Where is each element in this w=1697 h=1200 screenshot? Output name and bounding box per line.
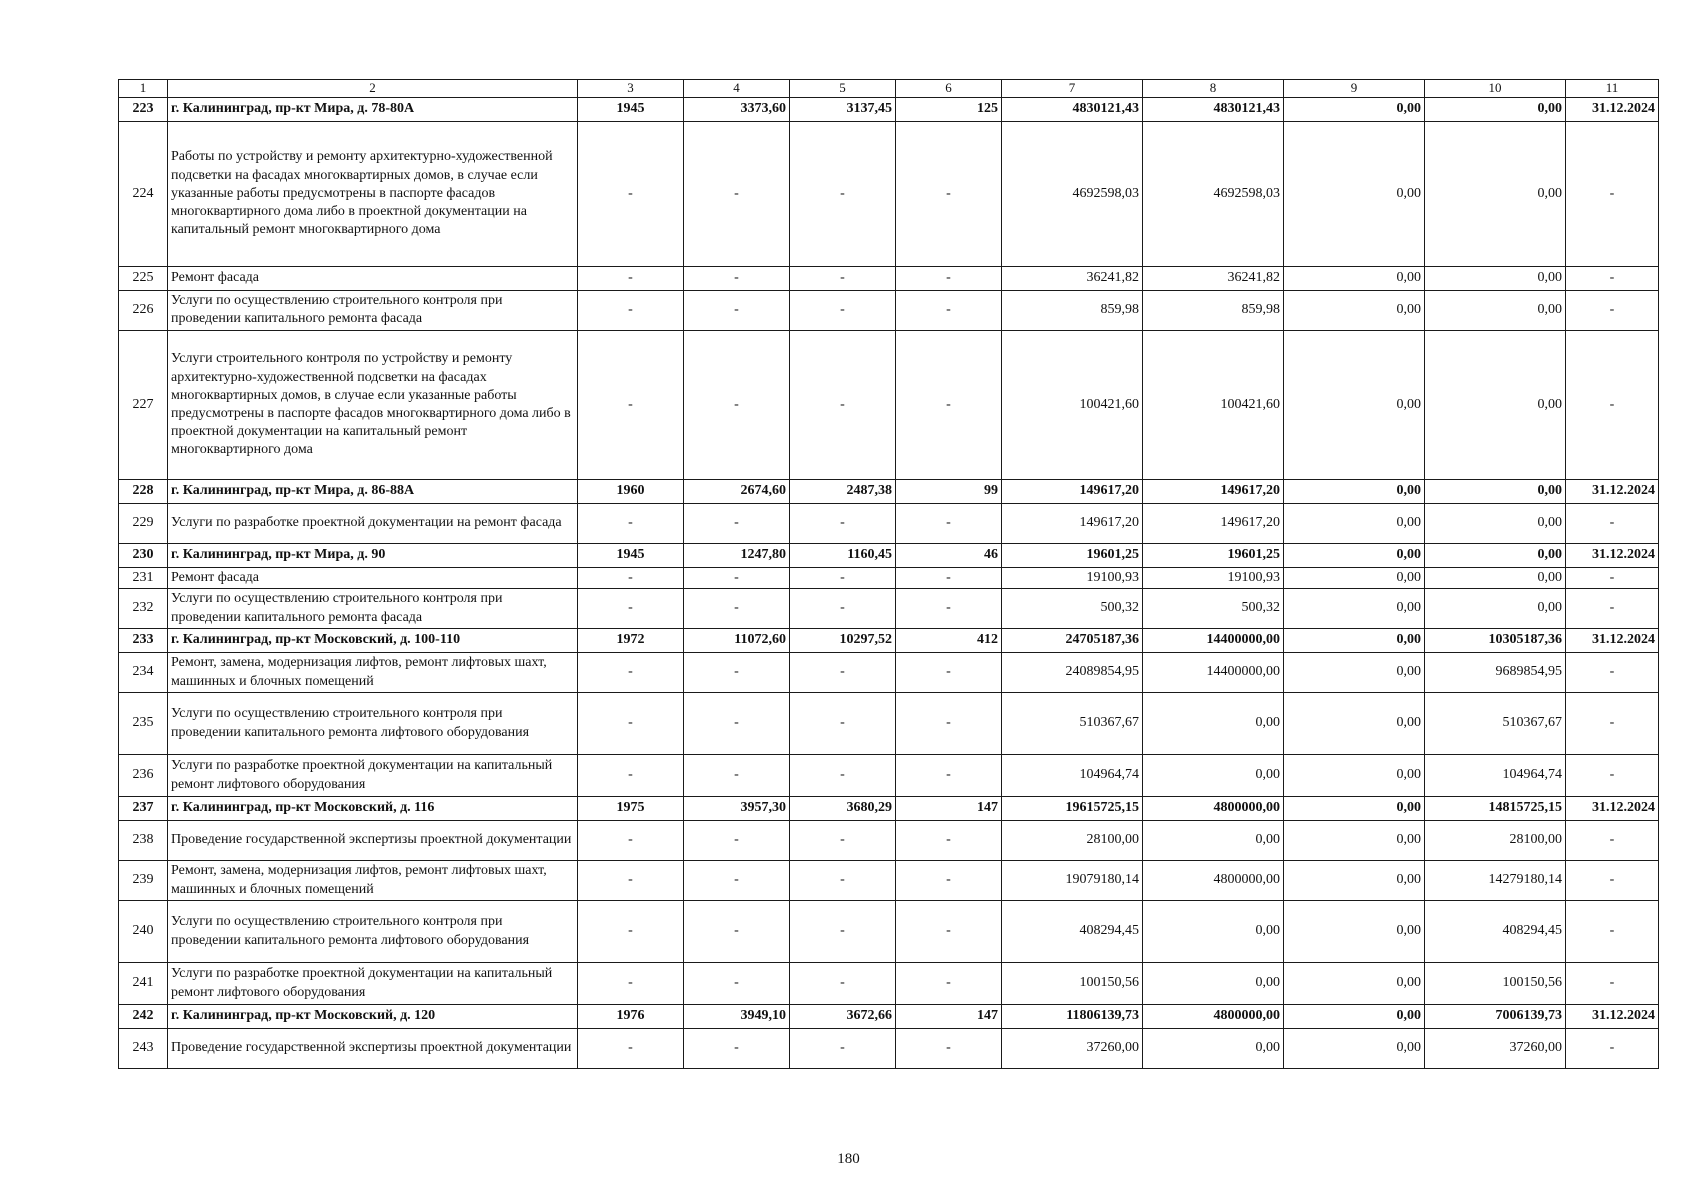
- cost-budget-cell: 0,00: [1284, 543, 1425, 567]
- table-body: [119, 97, 1659, 1068]
- build-year-cell: -: [578, 567, 684, 588]
- cost-owners-cell: 10305187,36: [1425, 629, 1566, 653]
- completion-date-cell: -: [1566, 266, 1659, 290]
- cost-fund-cell: 4800000,00: [1143, 861, 1284, 901]
- work-description-cell: г. Калининград, пр-кт Мира, д. 78-80А: [168, 97, 578, 121]
- work-description-cell: Ремонт, замена, модернизация лифтов, ремонт лифтовых шахт, машинных и блочных помещений: [168, 653, 578, 693]
- total-cost-cell: 4830121,43: [1002, 97, 1143, 121]
- work-row: [119, 755, 1659, 797]
- completion-date-cell: -: [1566, 861, 1659, 901]
- work-description-cell: Ремонт фасада: [168, 266, 578, 290]
- cost-fund-cell: 0,00: [1143, 963, 1284, 1005]
- cost-budget-cell: 0,00: [1284, 1005, 1425, 1029]
- work-row: [119, 266, 1659, 290]
- completion-date-cell: -: [1566, 1029, 1659, 1069]
- completion-date-cell: 31.12.2024: [1566, 97, 1659, 121]
- total-area-cell: 1247,80: [684, 543, 790, 567]
- row-number-cell: 233: [119, 629, 168, 653]
- living-area-cell: -: [790, 330, 896, 479]
- cost-budget-cell: 0,00: [1284, 266, 1425, 290]
- cost-fund-cell: 0,00: [1143, 901, 1284, 963]
- completion-date-cell: -: [1566, 567, 1659, 588]
- total-cost-cell: 19601,25: [1002, 543, 1143, 567]
- total-area-cell: 11072,60: [684, 629, 790, 653]
- build-year-cell: -: [578, 821, 684, 861]
- work-description-cell: Ремонт, замена, модернизация лифтов, ремонт лифтовых шахт, машинных и блочных помещений: [168, 861, 578, 901]
- work-description-cell: Услуги по разработке проектной документации на ремонт фасада: [168, 503, 578, 543]
- cost-budget-cell: 0,00: [1284, 797, 1425, 821]
- total-cost-cell: 104964,74: [1002, 755, 1143, 797]
- total-area-cell: -: [684, 901, 790, 963]
- work-row: [119, 693, 1659, 755]
- work-description-cell: Услуги по осуществлению строительного контроля при проведении капитального ремонта фасада: [168, 290, 578, 330]
- total-cost-cell: 19615725,15: [1002, 797, 1143, 821]
- cost-fund-cell: 149617,20: [1143, 503, 1284, 543]
- residents-cell: -: [896, 121, 1002, 266]
- work-row: [119, 861, 1659, 901]
- work-row: [119, 821, 1659, 861]
- completion-date-cell: -: [1566, 503, 1659, 543]
- total-cost-cell: 100150,56: [1002, 963, 1143, 1005]
- column-header: 6: [896, 80, 1002, 98]
- build-year-cell: -: [578, 503, 684, 543]
- total-area-cell: -: [684, 503, 790, 543]
- living-area-cell: 3672,66: [790, 1005, 896, 1029]
- cost-budget-cell: 0,00: [1284, 330, 1425, 479]
- cost-budget-cell: 0,00: [1284, 653, 1425, 693]
- completion-date-cell: -: [1566, 330, 1659, 479]
- work-description-cell: г. Калининград, пр-кт Мира, д. 90: [168, 543, 578, 567]
- residents-cell: 147: [896, 1005, 1002, 1029]
- row-number-cell: 228: [119, 479, 168, 503]
- total-cost-cell: 24089854,95: [1002, 653, 1143, 693]
- work-row: [119, 290, 1659, 330]
- cost-fund-cell: 500,32: [1143, 589, 1284, 629]
- total-cost-cell: 11806139,73: [1002, 1005, 1143, 1029]
- residents-cell: -: [896, 266, 1002, 290]
- residents-cell: -: [896, 290, 1002, 330]
- column-header: 4: [684, 80, 790, 98]
- residents-cell: -: [896, 1029, 1002, 1069]
- row-number-cell: 226: [119, 290, 168, 330]
- work-row: [119, 589, 1659, 629]
- cost-fund-cell: 14400000,00: [1143, 653, 1284, 693]
- column-number-header: [119, 80, 1659, 98]
- residents-cell: -: [896, 755, 1002, 797]
- row-number-cell: 235: [119, 693, 168, 755]
- cost-fund-cell: 0,00: [1143, 1029, 1284, 1069]
- column-header: 10: [1425, 80, 1566, 98]
- living-area-cell: 10297,52: [790, 629, 896, 653]
- cost-budget-cell: 0,00: [1284, 1029, 1425, 1069]
- living-area-cell: -: [790, 653, 896, 693]
- total-cost-cell: 149617,20: [1002, 503, 1143, 543]
- address-row: [119, 1005, 1659, 1029]
- build-year-cell: -: [578, 901, 684, 963]
- work-description-cell: г. Калининград, пр-кт Мира, д. 86-88А: [168, 479, 578, 503]
- total-area-cell: 3373,60: [684, 97, 790, 121]
- total-cost-cell: 19100,93: [1002, 567, 1143, 588]
- build-year-cell: -: [578, 963, 684, 1005]
- cost-fund-cell: 4800000,00: [1143, 1005, 1284, 1029]
- total-cost-cell: 149617,20: [1002, 479, 1143, 503]
- cost-owners-cell: 14815725,15: [1425, 797, 1566, 821]
- cost-budget-cell: 0,00: [1284, 755, 1425, 797]
- build-year-cell: -: [578, 1029, 684, 1069]
- residents-cell: -: [896, 693, 1002, 755]
- total-area-cell: -: [684, 567, 790, 588]
- residents-cell: -: [896, 330, 1002, 479]
- completion-date-cell: 31.12.2024: [1566, 543, 1659, 567]
- total-cost-cell: 28100,00: [1002, 821, 1143, 861]
- living-area-cell: -: [790, 755, 896, 797]
- page-number: 180: [837, 1151, 860, 1167]
- column-header: 9: [1284, 80, 1425, 98]
- cost-budget-cell: 0,00: [1284, 901, 1425, 963]
- living-area-cell: 3137,45: [790, 97, 896, 121]
- cost-owners-cell: 104964,74: [1425, 755, 1566, 797]
- work-description-cell: Работы по устройству и ремонту архитектурно-художественной подсветки на фасадах многоквартирных домов, в случае если указанные работы предусмотрены в паспорте фасадов многоквартирного дома либо в проектной документации на капитальный ремонт многоквартирного дома: [168, 121, 578, 266]
- capital-repair-table: [118, 79, 1659, 1069]
- total-area-cell: -: [684, 821, 790, 861]
- row-number-cell: 234: [119, 653, 168, 693]
- total-area-cell: -: [684, 1029, 790, 1069]
- build-year-cell: 1945: [578, 543, 684, 567]
- living-area-cell: -: [790, 1029, 896, 1069]
- total-cost-cell: 500,32: [1002, 589, 1143, 629]
- living-area-cell: -: [790, 963, 896, 1005]
- residents-cell: -: [896, 653, 1002, 693]
- completion-date-cell: 31.12.2024: [1566, 479, 1659, 503]
- cost-owners-cell: 9689854,95: [1425, 653, 1566, 693]
- column-header: 8: [1143, 80, 1284, 98]
- row-number-cell: 225: [119, 266, 168, 290]
- work-description-cell: Услуги по осуществлению строительного контроля при проведении капитального ремонта лифтового оборудования: [168, 693, 578, 755]
- cost-budget-cell: 0,00: [1284, 503, 1425, 543]
- total-cost-cell: 859,98: [1002, 290, 1143, 330]
- work-row: [119, 121, 1659, 266]
- completion-date-cell: -: [1566, 755, 1659, 797]
- cost-budget-cell: 0,00: [1284, 290, 1425, 330]
- total-cost-cell: 19079180,14: [1002, 861, 1143, 901]
- total-area-cell: -: [684, 755, 790, 797]
- cost-fund-cell: 4830121,43: [1143, 97, 1284, 121]
- cost-budget-cell: 0,00: [1284, 97, 1425, 121]
- build-year-cell: 1945: [578, 97, 684, 121]
- cost-fund-cell: 36241,82: [1143, 266, 1284, 290]
- column-header: 2: [168, 80, 578, 98]
- build-year-cell: -: [578, 290, 684, 330]
- work-row: [119, 567, 1659, 588]
- build-year-cell: -: [578, 330, 684, 479]
- work-description-cell: Проведение государственной экспертизы проектной документации: [168, 821, 578, 861]
- cost-owners-cell: 0,00: [1425, 589, 1566, 629]
- residents-cell: -: [896, 589, 1002, 629]
- completion-date-cell: -: [1566, 901, 1659, 963]
- total-area-cell: -: [684, 963, 790, 1005]
- row-number-cell: 231: [119, 567, 168, 588]
- total-area-cell: 3949,10: [684, 1005, 790, 1029]
- work-row: [119, 901, 1659, 963]
- build-year-cell: -: [578, 589, 684, 629]
- residents-cell: 147: [896, 797, 1002, 821]
- row-number-cell: 227: [119, 330, 168, 479]
- cost-fund-cell: 100421,60: [1143, 330, 1284, 479]
- cost-fund-cell: 0,00: [1143, 755, 1284, 797]
- total-cost-cell: 24705187,36: [1002, 629, 1143, 653]
- work-description-cell: г. Калининград, пр-кт Московский, д. 120: [168, 1005, 578, 1029]
- living-area-cell: -: [790, 901, 896, 963]
- row-number-cell: 243: [119, 1029, 168, 1069]
- cost-budget-cell: 0,00: [1284, 479, 1425, 503]
- total-area-cell: -: [684, 693, 790, 755]
- living-area-cell: 2487,38: [790, 479, 896, 503]
- row-number-cell: 236: [119, 755, 168, 797]
- living-area-cell: -: [790, 589, 896, 629]
- residents-cell: -: [896, 567, 1002, 588]
- cost-owners-cell: 0,00: [1425, 121, 1566, 266]
- total-area-cell: -: [684, 266, 790, 290]
- living-area-cell: 3680,29: [790, 797, 896, 821]
- cost-budget-cell: 0,00: [1284, 589, 1425, 629]
- cost-budget-cell: 0,00: [1284, 963, 1425, 1005]
- column-header: 11: [1566, 80, 1659, 98]
- row-number-cell: 237: [119, 797, 168, 821]
- row-number-cell: 239: [119, 861, 168, 901]
- total-area-cell: 2674,60: [684, 479, 790, 503]
- address-row: [119, 797, 1659, 821]
- column-header: 5: [790, 80, 896, 98]
- residents-cell: -: [896, 503, 1002, 543]
- work-row: [119, 653, 1659, 693]
- residents-cell: -: [896, 821, 1002, 861]
- cost-budget-cell: 0,00: [1284, 121, 1425, 266]
- residents-cell: -: [896, 861, 1002, 901]
- total-cost-cell: 4692598,03: [1002, 121, 1143, 266]
- completion-date-cell: -: [1566, 290, 1659, 330]
- cost-fund-cell: 149617,20: [1143, 479, 1284, 503]
- work-description-cell: Услуги по разработке проектной документации на капитальный ремонт лифтового оборудования: [168, 963, 578, 1005]
- total-cost-cell: 100421,60: [1002, 330, 1143, 479]
- row-number-cell: 241: [119, 963, 168, 1005]
- row-number-cell: 242: [119, 1005, 168, 1029]
- build-year-cell: -: [578, 121, 684, 266]
- cost-fund-cell: 14400000,00: [1143, 629, 1284, 653]
- build-year-cell: -: [578, 266, 684, 290]
- build-year-cell: 1972: [578, 629, 684, 653]
- work-description-cell: Услуги по осуществлению строительного контроля при проведении капитального ремонта лифтового оборудования: [168, 901, 578, 963]
- work-row: [119, 330, 1659, 479]
- residents-cell: 412: [896, 629, 1002, 653]
- row-number-cell: 238: [119, 821, 168, 861]
- total-cost-cell: 37260,00: [1002, 1029, 1143, 1069]
- cost-owners-cell: 510367,67: [1425, 693, 1566, 755]
- completion-date-cell: -: [1566, 121, 1659, 266]
- total-area-cell: -: [684, 121, 790, 266]
- living-area-cell: -: [790, 861, 896, 901]
- build-year-cell: -: [578, 861, 684, 901]
- build-year-cell: -: [578, 653, 684, 693]
- cost-fund-cell: 4800000,00: [1143, 797, 1284, 821]
- cost-owners-cell: 0,00: [1425, 479, 1566, 503]
- total-cost-cell: 510367,67: [1002, 693, 1143, 755]
- cost-owners-cell: 0,00: [1425, 290, 1566, 330]
- total-area-cell: -: [684, 653, 790, 693]
- residents-cell: 99: [896, 479, 1002, 503]
- build-year-cell: 1976: [578, 1005, 684, 1029]
- work-row: [119, 963, 1659, 1005]
- cost-fund-cell: 0,00: [1143, 821, 1284, 861]
- cost-owners-cell: 28100,00: [1425, 821, 1566, 861]
- column-header: 1: [119, 80, 168, 98]
- completion-date-cell: -: [1566, 963, 1659, 1005]
- work-description-cell: г. Калининград, пр-кт Московский, д. 100-110: [168, 629, 578, 653]
- cost-budget-cell: 0,00: [1284, 629, 1425, 653]
- residents-cell: -: [896, 963, 1002, 1005]
- row-number-cell: 230: [119, 543, 168, 567]
- living-area-cell: -: [790, 266, 896, 290]
- living-area-cell: -: [790, 290, 896, 330]
- total-area-cell: 3957,30: [684, 797, 790, 821]
- work-row: [119, 1029, 1659, 1069]
- column-header: 3: [578, 80, 684, 98]
- completion-date-cell: 31.12.2024: [1566, 797, 1659, 821]
- work-description-cell: Услуги по разработке проектной документации на капитальный ремонт лифтового оборудования: [168, 755, 578, 797]
- cost-fund-cell: 4692598,03: [1143, 121, 1284, 266]
- total-area-cell: -: [684, 290, 790, 330]
- living-area-cell: -: [790, 693, 896, 755]
- work-row: [119, 503, 1659, 543]
- residents-cell: -: [896, 901, 1002, 963]
- cost-owners-cell: 0,00: [1425, 97, 1566, 121]
- column-number-row: [119, 80, 1659, 98]
- completion-date-cell: -: [1566, 693, 1659, 755]
- living-area-cell: -: [790, 567, 896, 588]
- completion-date-cell: -: [1566, 589, 1659, 629]
- residents-cell: 46: [896, 543, 1002, 567]
- work-description-cell: Ремонт фасада: [168, 567, 578, 588]
- total-area-cell: -: [684, 330, 790, 479]
- residents-cell: 125: [896, 97, 1002, 121]
- cost-owners-cell: 0,00: [1425, 266, 1566, 290]
- address-row: [119, 479, 1659, 503]
- cost-owners-cell: 0,00: [1425, 567, 1566, 588]
- cost-owners-cell: 14279180,14: [1425, 861, 1566, 901]
- build-year-cell: -: [578, 755, 684, 797]
- living-area-cell: -: [790, 121, 896, 266]
- work-description-cell: Услуги по осуществлению строительного контроля при проведении капитального ремонта фасада: [168, 589, 578, 629]
- row-number-cell: 224: [119, 121, 168, 266]
- total-area-cell: -: [684, 589, 790, 629]
- address-row: [119, 629, 1659, 653]
- row-number-cell: 232: [119, 589, 168, 629]
- work-description-cell: Услуги строительного контроля по устройству и ремонту архитектурно-художественной подсветки на фасадах многоквартирных домов, в случае если указанные работы предусмотрены в паспорте фасадов многоквартирного дома либо в проектной документации на капитальный ремонт многоквартирного дома: [168, 330, 578, 479]
- build-year-cell: -: [578, 693, 684, 755]
- cost-fund-cell: 859,98: [1143, 290, 1284, 330]
- cost-owners-cell: 100150,56: [1425, 963, 1566, 1005]
- completion-date-cell: -: [1566, 653, 1659, 693]
- cost-owners-cell: 37260,00: [1425, 1029, 1566, 1069]
- address-row: [119, 97, 1659, 121]
- completion-date-cell: 31.12.2024: [1566, 1005, 1659, 1029]
- cost-owners-cell: 0,00: [1425, 503, 1566, 543]
- cost-owners-cell: 0,00: [1425, 330, 1566, 479]
- address-row: [119, 543, 1659, 567]
- cost-budget-cell: 0,00: [1284, 861, 1425, 901]
- living-area-cell: 1160,45: [790, 543, 896, 567]
- cost-owners-cell: 408294,45: [1425, 901, 1566, 963]
- cost-budget-cell: 0,00: [1284, 693, 1425, 755]
- work-description-cell: Проведение государственной экспертизы проектной документации: [168, 1029, 578, 1069]
- row-number-cell: 240: [119, 901, 168, 963]
- cost-owners-cell: 0,00: [1425, 543, 1566, 567]
- column-header: 7: [1002, 80, 1143, 98]
- row-number-cell: 229: [119, 503, 168, 543]
- total-area-cell: -: [684, 861, 790, 901]
- cost-fund-cell: 0,00: [1143, 693, 1284, 755]
- completion-date-cell: 31.12.2024: [1566, 629, 1659, 653]
- cost-fund-cell: 19601,25: [1143, 543, 1284, 567]
- living-area-cell: -: [790, 503, 896, 543]
- cost-owners-cell: 7006139,73: [1425, 1005, 1566, 1029]
- living-area-cell: -: [790, 821, 896, 861]
- work-description-cell: г. Калининград, пр-кт Московский, д. 116: [168, 797, 578, 821]
- build-year-cell: 1960: [578, 479, 684, 503]
- total-cost-cell: 36241,82: [1002, 266, 1143, 290]
- cost-budget-cell: 0,00: [1284, 567, 1425, 588]
- row-number-cell: 223: [119, 97, 168, 121]
- completion-date-cell: -: [1566, 821, 1659, 861]
- cost-fund-cell: 19100,93: [1143, 567, 1284, 588]
- total-cost-cell: 408294,45: [1002, 901, 1143, 963]
- cost-budget-cell: 0,00: [1284, 821, 1425, 861]
- build-year-cell: 1975: [578, 797, 684, 821]
